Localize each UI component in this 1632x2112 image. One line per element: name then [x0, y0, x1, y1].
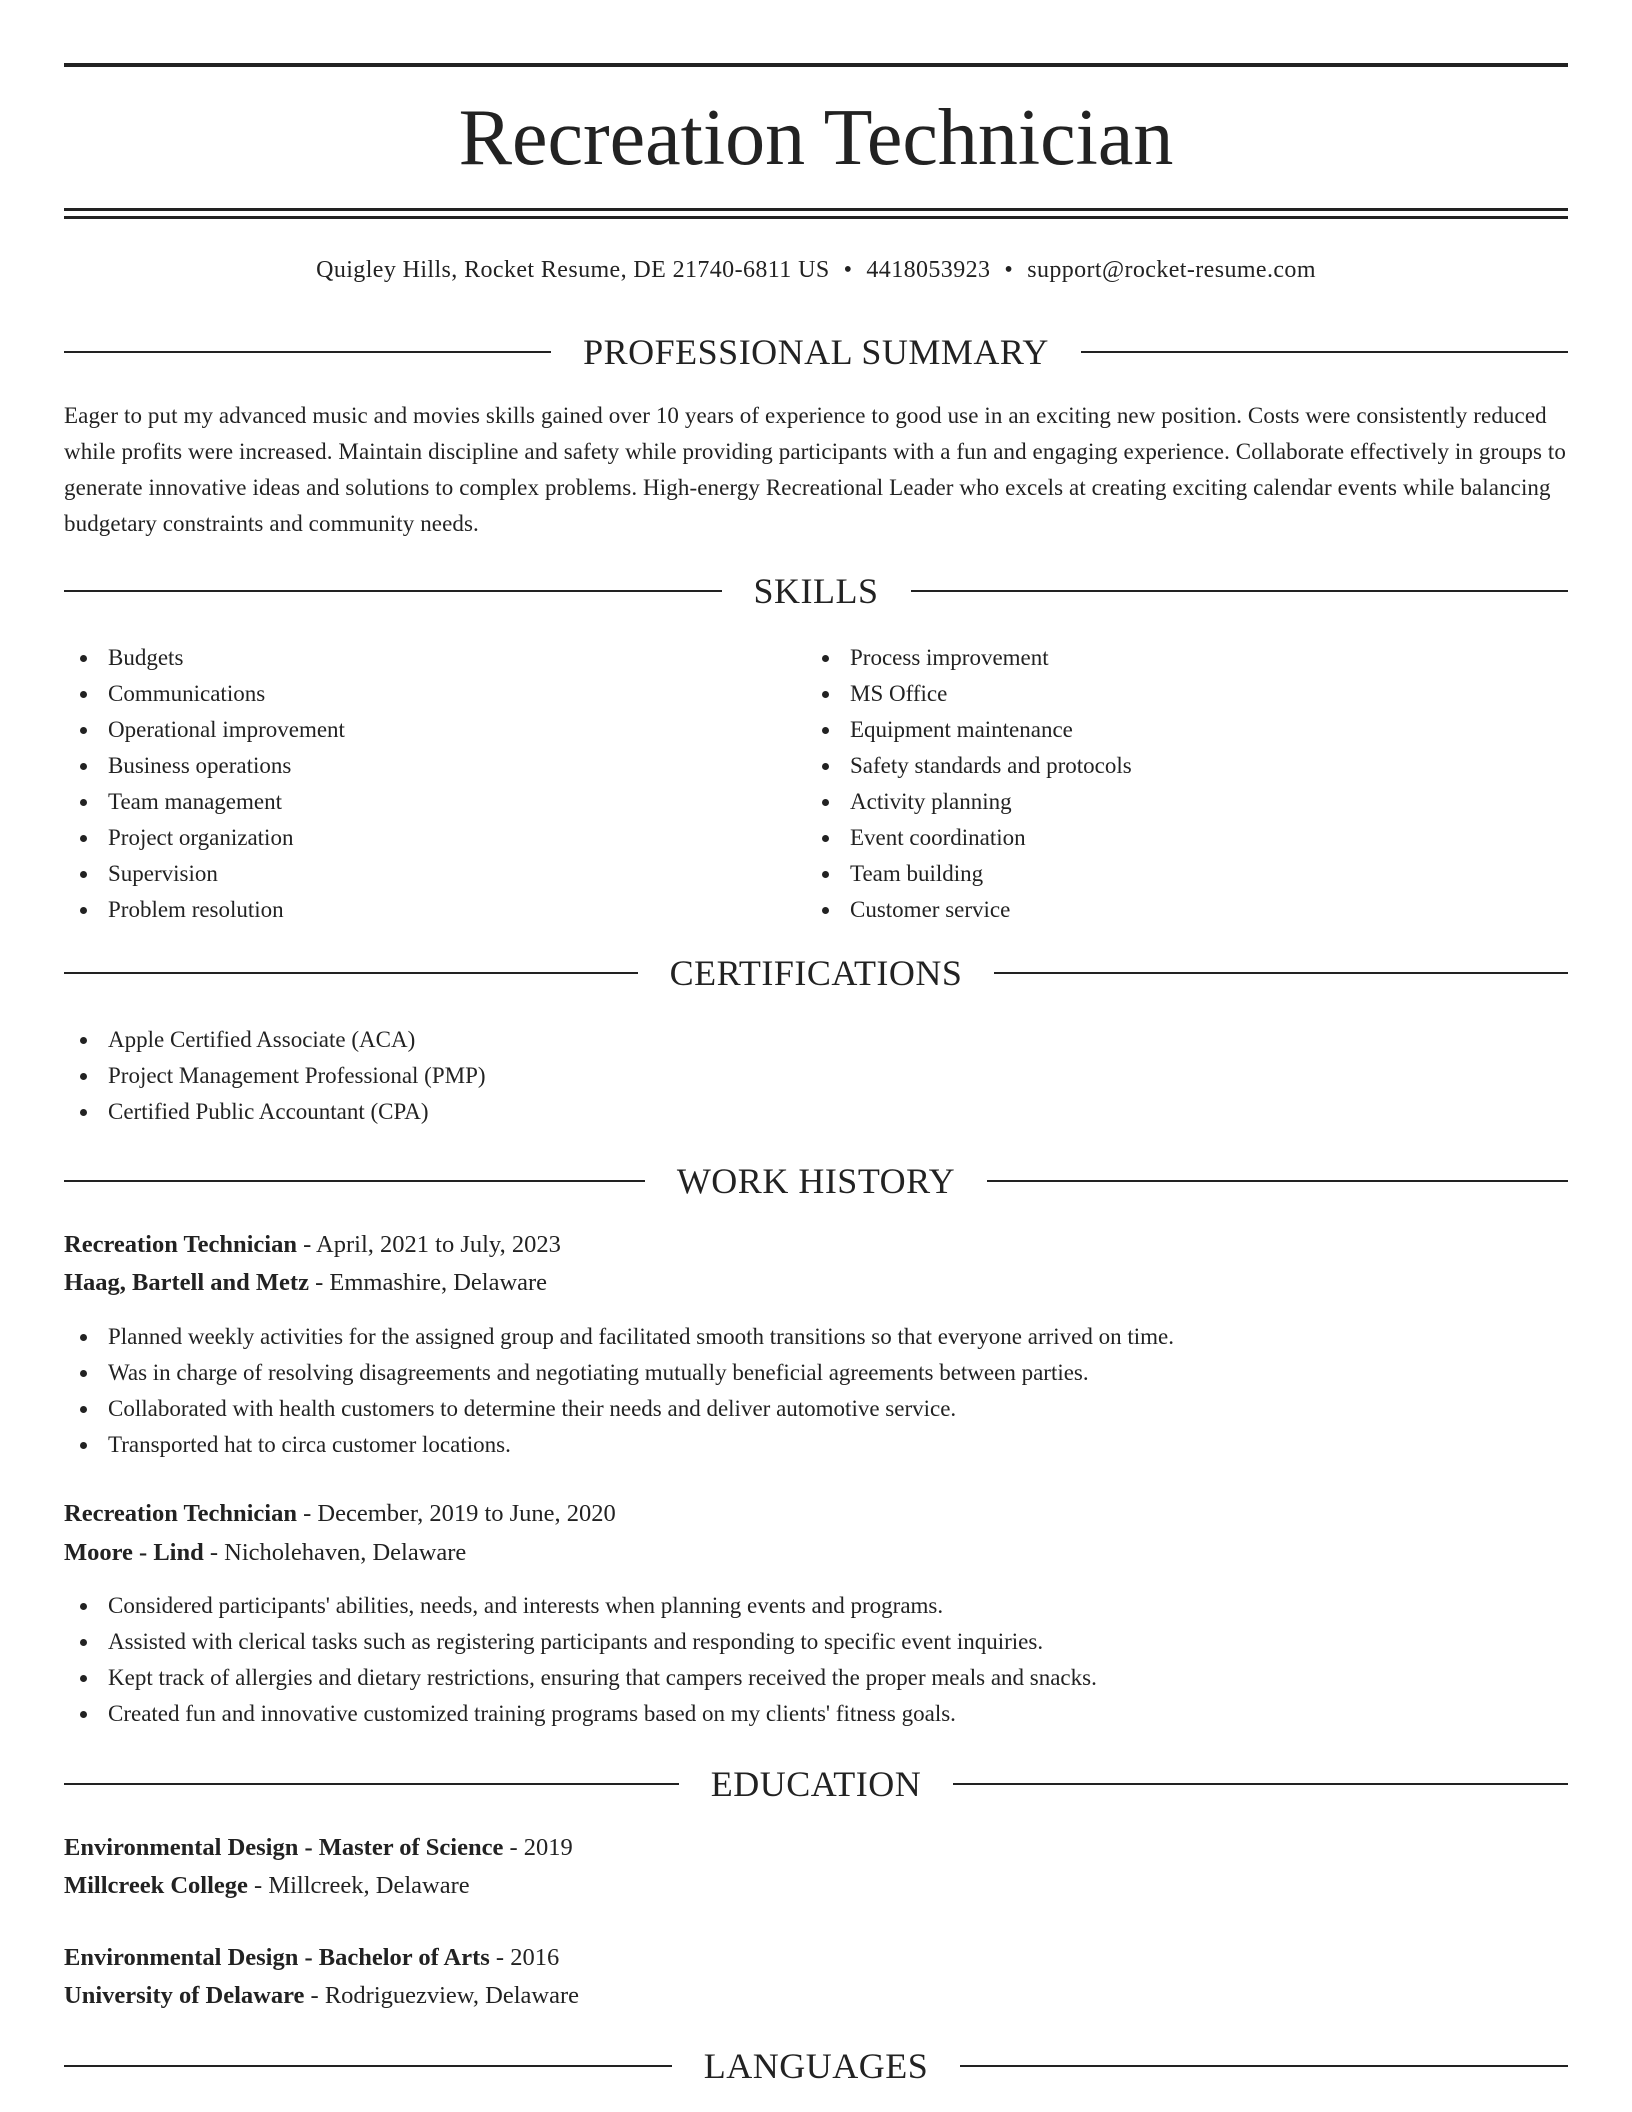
job-company-line — [64, 1534, 1568, 1572]
heading-rule — [911, 590, 1569, 592]
skill-item: Team management — [64, 784, 764, 820]
contact-email: support@rocket-resume.com — [1027, 257, 1316, 283]
education-year: - 2016 — [489, 1944, 560, 1971]
section-heading-skills — [64, 566, 1568, 616]
job-company-line — [64, 1264, 1568, 1302]
section-heading-languages — [64, 2041, 1568, 2091]
job-dates: - April, 2021 to July, 2023 — [296, 1231, 561, 1258]
certification-item: Project Management Professional (PMP) — [64, 1058, 1568, 1094]
heading-rule — [64, 1783, 679, 1785]
candidate-name: Recreation Technician — [458, 94, 1174, 182]
heading-rule — [64, 972, 638, 974]
education-school-line — [64, 1977, 1568, 2015]
skill-item: Safety standards and protocols — [806, 748, 1506, 784]
job-duty: Collaborated with health customers to determine their needs and deliver automotive service. — [64, 1391, 1568, 1427]
skills-list-left — [64, 640, 764, 928]
job-title-line — [64, 1226, 1568, 1264]
skill-item: Team building — [806, 856, 1506, 892]
job-company: Haag, Bartell and Metz — [64, 1269, 309, 1296]
heading-rule — [953, 1783, 1568, 1785]
job-duty: Created fun and innovative customized training programs based on my clients' fitness goals. — [64, 1696, 1568, 1732]
section-title: SKILLS — [753, 571, 879, 611]
certification-item: Certified Public Accountant (CPA) — [64, 1094, 1568, 1130]
education-degree: Environmental Design - Bachelor of Arts — [64, 1944, 490, 1971]
heading-rule — [64, 1180, 645, 1182]
job-duties-list — [64, 1588, 1568, 1732]
job-title: Recreation Technician — [64, 1500, 297, 1527]
skill-item: Operational improvement — [64, 712, 764, 748]
contact-line — [64, 252, 1568, 288]
heading-rule — [960, 2065, 1568, 2067]
job-duty: Kept track of allergies and dietary restrictions, ensuring that campers received the proper meals and snacks. — [64, 1660, 1568, 1696]
skill-item: Process improvement — [806, 640, 1506, 676]
heading-rule — [64, 590, 722, 592]
summary-text: Eager to put my advanced music and movies skills gained over 10 years of experience to good use in an exciting new position. Costs were consistently reduced while profits were increased. Maintain discipline and safety while providing participants with a fun and engaging experience. Collaborate effectively in groups to generate innovative ideas and solutions to complex problems. High-energy Recreational Leader who excels at creating exciting calendar events while balancing budgetary constraints and community needs. — [64, 403, 1567, 536]
skill-item: Activity planning — [806, 784, 1506, 820]
contact-separator: • — [843, 257, 853, 283]
skill-item: Equipment maintenance — [806, 712, 1506, 748]
skill-item: Problem resolution — [64, 892, 764, 928]
contact-phone: 4418053923 — [866, 257, 991, 283]
heading-rule — [64, 2065, 672, 2067]
heading-rule — [994, 972, 1568, 974]
contact-separator: • — [1004, 257, 1014, 283]
job-duty: Was in charge of resolving disagreements and negotiating mutually beneficial agreements between parties. — [64, 1355, 1568, 1391]
skill-item: Customer service — [806, 892, 1506, 928]
contact-address: Quigley Hills, Rocket Resume, DE 21740-6811 US — [316, 257, 830, 283]
heading-rule — [64, 351, 551, 353]
education-location: - Rodriguezview, Delaware — [304, 1982, 580, 2009]
section-title: PROFESSIONAL SUMMARY — [583, 332, 1049, 372]
job-dates: - December, 2019 to June, 2020 — [296, 1500, 616, 1527]
skills-list-right — [806, 640, 1506, 928]
top-rule — [64, 63, 1568, 67]
job-duties-list — [64, 1319, 1568, 1463]
skill-item: Communications — [64, 676, 764, 712]
section-title: EDUCATION — [710, 1764, 922, 1804]
job-duty: Transported hat to circa customer locations. — [64, 1427, 1568, 1463]
section-heading-certifications — [64, 948, 1568, 998]
skill-item: Budgets — [64, 640, 764, 676]
job-duty: Assisted with clerical tasks such as registering participants and responding to specific event inquiries. — [64, 1624, 1568, 1660]
education-year: - 2019 — [503, 1834, 573, 1861]
job-company: Moore - Lind — [64, 1539, 204, 1566]
education-degree-line — [64, 1939, 1568, 1977]
skill-item: Project organization — [64, 820, 764, 856]
skill-item: Event coordination — [806, 820, 1506, 856]
job-location: - Emmashire, Delaware — [308, 1269, 548, 1296]
job-duty: Considered participants' abilities, needs, and interests when planning events and programs. — [64, 1588, 1568, 1624]
education-degree: Environmental Design - Master of Science — [64, 1834, 504, 1861]
job-location: - Nicholehaven, Delaware — [203, 1539, 467, 1566]
education-school: University of Delaware — [64, 1982, 305, 2009]
education-location: - Millcreek, Delaware — [247, 1872, 470, 1899]
education-school: Millcreek College — [64, 1872, 248, 1899]
section-heading-education — [64, 1759, 1568, 1809]
education-school-line — [64, 1867, 1568, 1905]
section-title: CERTIFICATIONS — [669, 953, 963, 993]
skill-item: Supervision — [64, 856, 764, 892]
job-title: Recreation Technician — [64, 1231, 297, 1258]
certification-item: Apple Certified Associate (ACA) — [64, 1022, 1568, 1058]
skill-item: Business operations — [64, 748, 764, 784]
double-rule-upper — [64, 208, 1568, 211]
certifications-list — [64, 1022, 1568, 1130]
skill-item: MS Office — [806, 676, 1506, 712]
job-title-line — [64, 1495, 1568, 1533]
heading-rule — [987, 1180, 1568, 1182]
job-duty: Planned weekly activities for the assigned group and facilitated smooth transitions so that everyone arrived on time. — [64, 1319, 1568, 1355]
heading-rule — [1081, 351, 1568, 353]
section-title: WORK HISTORY — [676, 1161, 956, 1201]
section-heading-summary — [64, 327, 1568, 377]
section-title: LANGUAGES — [703, 2046, 929, 2086]
double-rule-lower — [64, 216, 1568, 219]
section-heading-work-history — [64, 1156, 1568, 1206]
education-degree-line — [64, 1829, 1568, 1867]
